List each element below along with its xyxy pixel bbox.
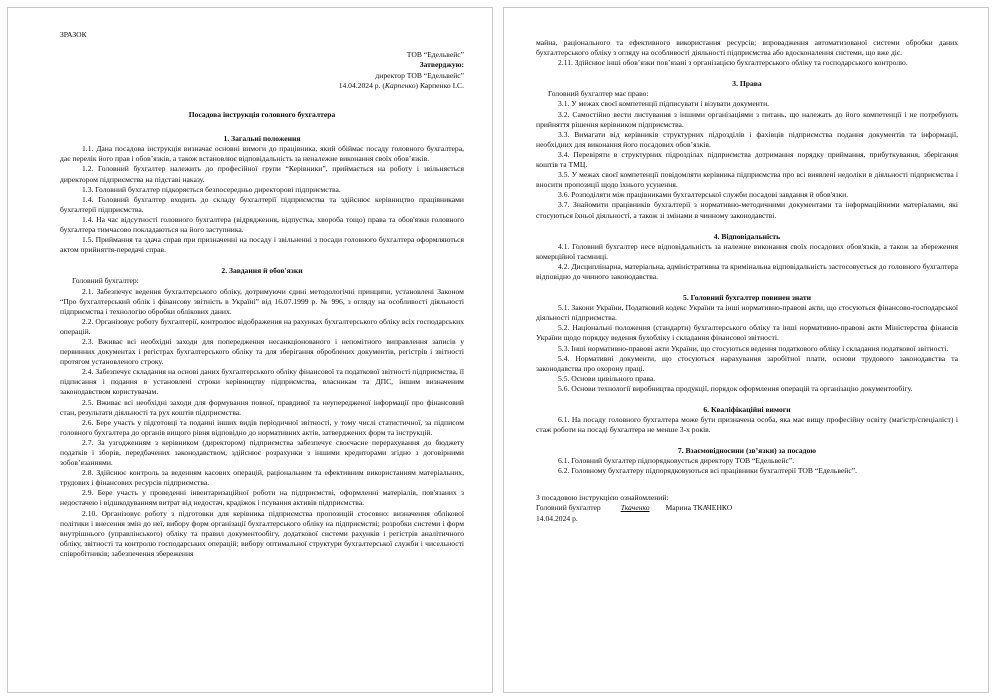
section-2-paragraph-10-continued: майна, раціонального та ефективного використання ресурсів; впровадження автоматизованої системи обробки даних бухгалтерського обліку з огляду на особливості діяльності підприємства або вдосконалення системи, що вже діє. (536, 38, 958, 58)
acknowledgement-role: Головний бухгалтер (536, 503, 601, 513)
section-2-paragraph-1: 2.1. Забезпечує ведення бухгалтерського обліку, дотримуючи єдині методологічні принципи, установлені Законом “Про бухгалтерський облік і фінансову звітність в Україні” від 16.07.1999 р. № 996, з огляду на особливості діяльності підприємства і технологію обробки облікових даних. (60, 286, 464, 316)
section-2-lead: Головний бухгалтер: (72, 276, 139, 286)
section-2-paragraph-8: 2.8. Здійснює контроль за веденням касових операцій, раціональним та ефективним використанням матеріальних, трудових і фінансових ресурсів підприємства. (60, 468, 464, 488)
section-4-paragraph-2: 4.2. Дисциплінарна, матеріальна, адміністративна та кримінальна відповідальність застосовується до головного бухгалтера відповідно до чинного законодавства. (536, 261, 958, 281)
approval-signature-line (60, 81, 464, 91)
section-heading-6: 6. Кваліфікаційні вимоги (703, 405, 791, 414)
section-1-paragraph-2: 1.2. Головний бухгалтер належить до професійної групи “Керівники”, приймається на роботу і звільняється директором підприємства на підставі наказу. (60, 164, 464, 184)
acknowledgement-line: З посадовою інструкцією ознайомлений: (536, 492, 669, 502)
approval-word: Затверджую: (419, 60, 464, 70)
section-6-paragraph-1: 6.1. На посаду головного бухгалтера може бути призначена особа, яка має вищу професійну освіту (магістр/спеціаліст) і стаж роботи на посаді бухгалтера не менше 3-х років. (536, 415, 958, 435)
section-7-paragraph-2: 6.2. Головному бухгалтеру підпорядковуються всі працівники бухгалтерії ТОВ “Едельвейс”. (558, 466, 857, 476)
acknowledgement-signature-line (536, 503, 958, 514)
section-2-paragraph-4: 2.4. Забезпечує складання на основі даних бухгалтерського обліку фінансової та податкової звітності підприємства, її підписання і подання в установлені строки керівництву підприємства, власникам та ДПС, іншим визначеним законодавством користувачам. (60, 367, 464, 397)
paren-open: ( (382, 80, 385, 90)
section-heading-1: 1. Загальні положення (223, 134, 301, 144)
section-2-paragraph-3: 2.3. Вживає всі необхідні заходи для попередження несанкціонованого і непомітного виправлення записів у первинних документах і регістрах бухгалтерського обліку та для зберігання оброблених документів, регістрів і звітності протягом установленого строку. (60, 336, 464, 367)
section-2-paragraph-9: 2.9. Бере участь у проведенні інвентаризаційної роботи на підприємстві, оформленні матеріалів, пов'язаних з недостачею і відшкодуванням витрат від недостач, крадіжок і псування активів підприємства. (60, 488, 464, 508)
section-1-paragraph-1: 1.1. Дана посадова інструкція визначає основні вимоги до працівника, який обіймає посаду головного бухгалтера, дає перелік його прав і обов’язків, а також встановлює відповідальність за неналежне виконання своїх обов’язків. (60, 144, 464, 164)
section-1-paragraph-5: 1.4. На час відсутності головного бухгалтера (відрядження, відпустка, хвороба тощо) права та обов'язки головного бухгалтера тимчасово покладаються на його заступника. (60, 214, 464, 235)
section-heading-3: 3. Права (732, 79, 762, 89)
section-2-paragraph-5: 2.5. Вживає всі необхідні заходи для формування повної, правдивої та неупередженої інформації про фінансовий стан, результати діяльності та рух коштів підприємства. (60, 397, 464, 417)
section-1-paragraph-3: 1.3. Головний бухгалтер підкоряється безпосередньо директорові підприємства. (82, 184, 341, 194)
acknowledgement-block (536, 493, 958, 525)
paren-close: ) (415, 80, 419, 90)
section-heading-7: 7. Взаємовідносини (зв’язки) за посадою (677, 446, 817, 456)
section-1-paragraph-4: 1.4. Головний бухгалтер входить до складу бухгалтерії підприємства та здійснює керівництво працівниками бухгалтерії підприємства. (60, 194, 464, 214)
section-3-paragraph-3: 3.3. Вимагати від керівників структурних підрозділів і фахівців підприємства подання документів та інформації, необхідних для виконання його посадових обов’язків. (536, 129, 958, 149)
section-5-paragraph-5: 5.5. Основи цивільного права. (558, 373, 656, 383)
document-page-2 (503, 7, 989, 693)
section-3-paragraph-2: 3.2. Самостійно вести листування з іншими організаціями з питань, що належать до його компетенції і не потребують прийняття рішення керівником підприємства. (536, 109, 958, 129)
document-title: Посадова інструкція головного бухгалтера (188, 110, 336, 120)
section-5-paragraph-6: 5.6. Основи технології виробництва продукції, порядок оформлення операцій та організацію документообігу. (558, 383, 913, 393)
accountant-signature: Ткаченко (620, 503, 650, 513)
section-2-paragraph-11: 2.11. Здійснює інші обов’язки пов’язані з організацією бухгалтерського обліку та господарського контролю. (558, 58, 908, 68)
section-3-lead: Головний бухгалтер має право: (548, 89, 649, 99)
section-2-paragraph-10: 2.10. Організовує роботу з підготовки для керівника підприємства пропозицій стосовно: визначення облікової політики і внесення змін до неї, вибору форм організації бухгалтерського обліку на підприємстві; розробки системи і форм внутрішнього (управлінського) обліку та правил документообігу, додаткової системи рахунків і регістрів аналітичного обліку, звітності та контролю господарських операцій; вибору оптимальної структури бухгалтерської служби і чисельності співробітників; забезпечення збереження (60, 508, 464, 558)
section-3-paragraph-5: 3.5. У межах своєї компетенції повідомляти керівника підприємства про всі виявлені недоліки в діяльності підприємства і вносити пропозиції щодо їхнього усунення. (536, 170, 958, 190)
approval-block (60, 50, 464, 91)
director-signature: Карпенко (384, 80, 416, 90)
document-page-1 (7, 7, 493, 693)
sample-stamp: ЗРАЗОК (60, 30, 87, 39)
section-2-paragraph-7: 2.7. За узгодженням з керівником (директором) підприємства забезпечує своєчасне перерахування до бюджету податків і зборів, передбачених законодавством, здійснює розрахунки з іншими кредиторами згідно з договірними зобов’язаннями. (60, 437, 464, 468)
section-3-paragraph-4: 3.4. Перевіряти в структурних підрозділах підприємства дотримання порядку приймання, прибуткування, зберігання коштів та ТМЦ. (536, 149, 958, 170)
acknowledgement-date: 14.04.2024 р. (536, 513, 578, 523)
section-2-paragraph-6: 2.6. Бере участь у підготовці та поданні інших видів періодичної звітності, у тому числі статистичної, за підписом головного бухгалтера до органів вищого рівня відповідно до нормативних актів, затверджених форм та інструкцій. (60, 417, 464, 437)
section-5-paragraph-1: 5.1. Закони України, Податковий кодекс України та інші нормативно-правові акти, що стосуються фінансово-господарської діяльності підприємства. (536, 303, 958, 323)
approval-company: ТОВ “Едельвейс” (406, 50, 464, 60)
section-heading-4: 4. Відповідальність (713, 231, 781, 241)
acknowledgement-name: Марина ТКАЧЕНКО (665, 503, 733, 513)
section-heading-5: 5. Головний бухгалтер повинен знати (683, 293, 811, 303)
section-3-paragraph-7: 3.7. Знайомити працівників бухгалтерії з нормативно-методичними документами та інформаційними матеріалами, які стосуються їхньої діяльності, а також зі змінами в чинному законодавстві. (536, 200, 958, 220)
section-1-paragraph-6: 1.5. Приймання та здача справ при призначенні на посаду і звільненні з посади головного бухгалтера оформляються актом прийняття-передачі справ. (60, 235, 464, 255)
section-5-paragraph-3: 5.3. Інші нормативно-правові акти України, що стосуються ведення податкового обліку і складання податкової звітності. (558, 343, 949, 353)
approval-signer-name: Карпенко І.С. (419, 80, 464, 90)
section-5-paragraph-4: 5.4. Нормативні документи, що стосуються нарахування заробітної плати, основи трудового законодавства та законодавства про охорону праці. (536, 353, 958, 373)
section-3-paragraph-1: 3.1. У межах своєї компетенції підписувати і візувати документи. (558, 99, 770, 109)
section-4-paragraph-1: 4.1. Головний бухгалтер несе відповідальність за належне виконання своїх посадових обов'язків, а також за збереження комерційної таємниці. (536, 241, 958, 261)
section-5-paragraph-2: 5.2. Національні положення (стандарти) бухгалтерського обліку та інші нормативно-правові акти Міністерства фінансів України щодо порядку ведення бухобліку і складання фінансової звітності. (536, 323, 958, 343)
section-7-paragraph-1: 6.1. Головний бухгалтер підпорядковується директору ТОВ “Едельвейс”. (558, 456, 795, 466)
approval-date: 14.04.2024 р. (338, 80, 381, 90)
section-2-paragraph-2: 2.2. Організовує роботу бухгалтерії, контролює відображення на рахунках бухгалтерського обліку всіх господарських операцій. (60, 316, 464, 336)
approval-director-line: директор ТОВ “Едельвейс” (375, 70, 464, 80)
section-3-paragraph-6: 3.6. Розподіляти між працівниками бухгалтерської служби посадові завдання й обов'язки. (558, 190, 849, 200)
section-heading-2: 2. Завдання й обов'язки (221, 266, 303, 276)
